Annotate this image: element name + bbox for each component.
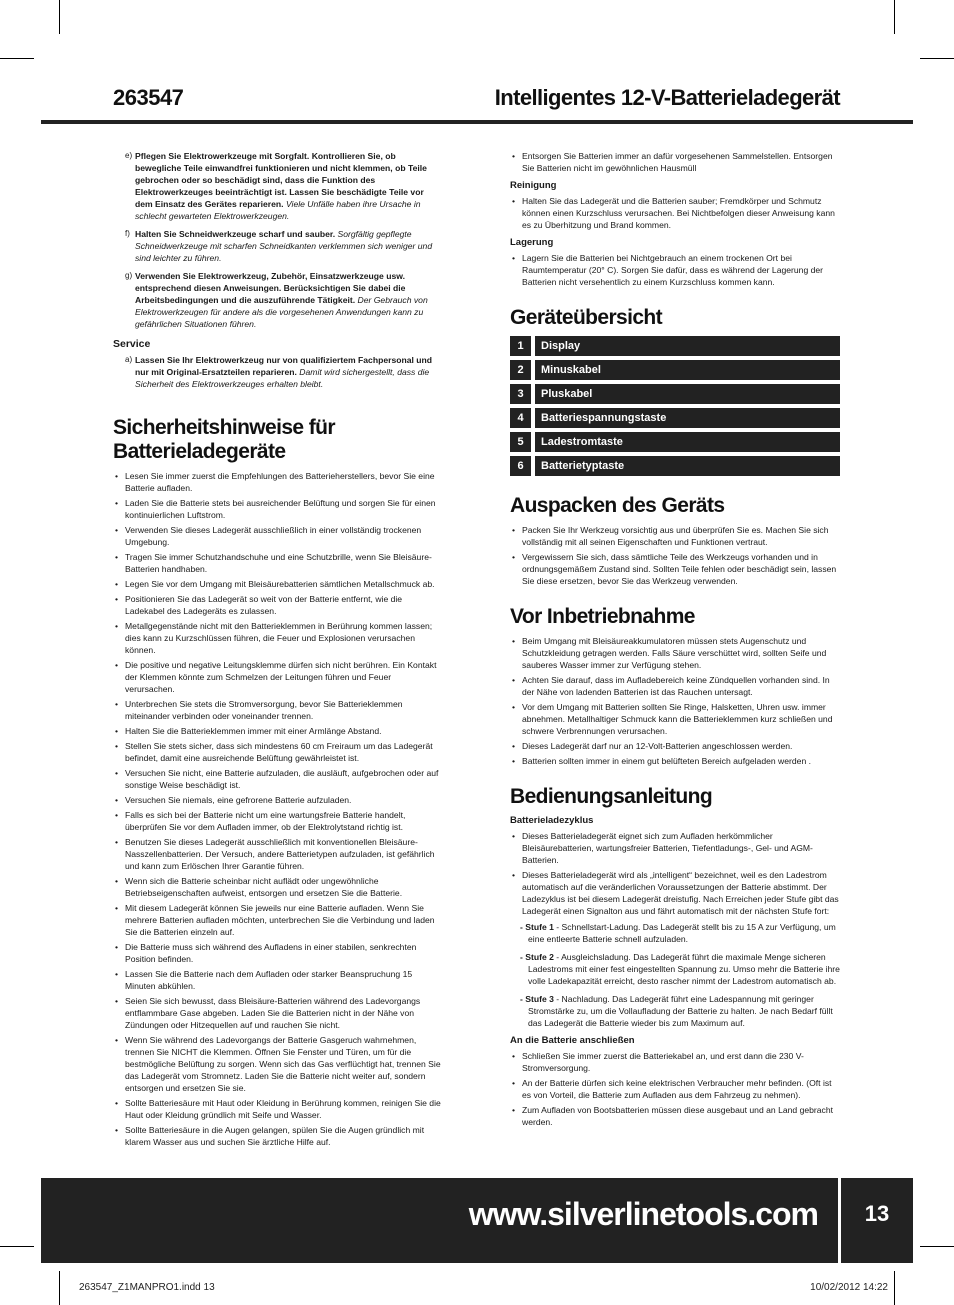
list-item: • An der Batterie dürfen sich keine elektrischen Verbraucher mehr befinden. (Oft ist es von Vorteil, die Batterie zum Aufladen aus dem Fahrzeug zu nehmen). bbox=[510, 1077, 842, 1101]
overview-number: 5 bbox=[510, 432, 531, 452]
crop-mark bbox=[920, 1246, 954, 1247]
list-item: • Halten Sie die Batterieklemmen immer mit einer Armlänge Abstand. bbox=[113, 725, 443, 737]
page-title: Intelligentes 12-V-Batterieladegerät bbox=[494, 85, 840, 110]
general-safety-items bbox=[113, 150, 443, 330]
safety-bullet-list bbox=[113, 470, 443, 1148]
step-text: - Ausgleichsladung. Das Ladegerät führt die maximale Menge sicheren Ladestroms mit einer fest eingestellten Spannung zu. Umso mehr die Batterie ihre volle Ladekapazität erreicht, desto rascher nimmt der Ladestrom automatisch ab. bbox=[528, 952, 840, 986]
item-italic-text: Viele Unfälle haben ihre Ursache in schlecht gewarteten Elektrowerkzeugen. bbox=[135, 199, 421, 221]
overview-row bbox=[510, 408, 842, 428]
overview-number: 6 bbox=[510, 456, 531, 476]
list-item: • Wenn sich die Batterie scheinbar nicht auflädt oder ungewöhnliche Betriebseigenschaften aufweist, entsorgen und ersetzen Sie die Batterie. bbox=[113, 875, 443, 899]
overview-number: 1 bbox=[510, 336, 531, 356]
overview-number: 2 bbox=[510, 360, 531, 380]
overview-row bbox=[510, 336, 842, 356]
product-number: 263547 bbox=[113, 85, 184, 110]
crop-mark bbox=[894, 0, 895, 34]
list-item: • Seien Sie sich bewusst, dass Bleisäure-Batterien während des Ladevorgangs entflammbare Gase abgeben. Laden Sie die Batterien nicht in der Nähe von Zündungen oder Hitzequellen auf und rauchen Sie nicht. bbox=[113, 995, 443, 1031]
disposal-bullet-list bbox=[510, 150, 842, 174]
list-item: • Dieses Ladegerät darf nur an 12-Volt-Batterien angeschlossen werden. bbox=[510, 740, 842, 752]
before-use-heading: Vor Inbetriebnahme bbox=[510, 605, 695, 628]
list-item: • Beim Umgang mit Bleisäureakkumulatoren müssen stets Augenschutz und Schutzkleidung getragen werden. Falls Säure verschüttet wird, sollten Seife und sauberes Wasser immer zur Verfügung stehen. bbox=[510, 635, 842, 671]
operation-heading: Bedienungsanleitung bbox=[510, 785, 713, 808]
step-label: - Stufe 3 bbox=[520, 994, 554, 1004]
list-item: • Zum Aufladen von Bootsbatterien müssen diese ausgebaut und an Land gebracht werden. bbox=[510, 1104, 842, 1128]
service-item bbox=[113, 354, 443, 390]
charge-step bbox=[510, 993, 842, 1029]
list-item: • Entsorgen Sie Batterien immer an dafür vorgesehenen Sammelstellen. Entsorgen Sie Batterien nicht im gewöhnlichen Hausmüll bbox=[510, 150, 842, 174]
file-info: 263547_Z1MANPRO1.indd 13 bbox=[79, 1282, 215, 1293]
list-item: • Metallgegenstände nicht mit den Batterieklemmen in Berührung kommen lassen; dies kann zu Kurzschlüssen führen, die Feuer und Explosionen verursachen können. bbox=[113, 620, 443, 656]
connect-bullet-list bbox=[510, 1050, 842, 1128]
overview-table bbox=[510, 336, 842, 476]
overview-label: Ladestromtaste bbox=[535, 432, 840, 452]
overview-label: Minuskabel bbox=[535, 360, 840, 380]
item-bold-text: Halten Sie Schneidwerkzeuge scharf und sauber. bbox=[135, 229, 336, 239]
step-label: - Stufe 1 bbox=[520, 922, 554, 932]
item-letter: a) bbox=[125, 355, 133, 364]
item-bold-text: Pflegen Sie Elektrowerkzeuge mit Sorgfalt. Kontrollieren Sie, ob bewegliche Teile einwandfrei funktionieren und nicht klemmen, ob Teile gebrochen oder so beschädigt sind, dass die Funktion des Elektrowerkzeuges beeinträchtigt ist. Lassen Sie beschädigte Teile vor dem Einsatz des Gerätes reparieren. bbox=[135, 151, 427, 209]
item-letter: f) bbox=[125, 229, 130, 238]
overview-row bbox=[510, 360, 842, 380]
list-item: • Batterien sollten immer in einem gut belüfteten Bereich aufgeladen werden . bbox=[510, 755, 842, 767]
list-item: • Die Batterie muss sich während des Aufladens in einer stabilen, senkrechten Position befinden. bbox=[113, 941, 443, 965]
cleaning-bullet-list bbox=[510, 195, 842, 231]
overview-label: Batteriespannungstaste bbox=[535, 408, 840, 428]
before-use-bullet-list bbox=[510, 635, 842, 767]
overview-number: 3 bbox=[510, 384, 531, 404]
website-url[interactable]: www.silverlinetools.com bbox=[468, 1196, 818, 1232]
list-item: • Vergewissern Sie sich, dass sämtliche Teile des Werkzeugs vorhanden und in ordnungsgemäßem Zustand sind. Sollten Teile fehlen oder beschädigt sein, lassen Sie diese ersetzen, bevor Sie das Werkzeug verwenden. bbox=[510, 551, 842, 587]
crop-mark bbox=[920, 58, 954, 59]
item-bold-text: Lassen Sie Ihr Elektrowerkzeug nur von qualifiziertem Fachpersonal und nur mit Original-Ersatzteilen reparieren. bbox=[135, 355, 433, 377]
safety-item bbox=[113, 228, 443, 264]
overview-number: 4 bbox=[510, 408, 531, 428]
footer-bar bbox=[41, 1178, 838, 1263]
item-letter: g) bbox=[125, 271, 133, 280]
list-item: • Mit diesem Ladegerät können Sie jeweils nur eine Batterie aufladen. Wenn Sie mehrere Batterien aufladen möchten, unterbrechen Sie die Verbindung und laden Sie die Batterien einzeln auf. bbox=[113, 902, 443, 938]
safety-item bbox=[113, 270, 443, 330]
list-item: • Vor dem Umgang mit Batterien sollten Sie Ringe, Halsketten, Uhren usw. immer abnehmen. Metallhaltiger Schmuck kann die Batterieklemmen kurz schließen und schwere Verbrennungen verursachen. bbox=[510, 701, 842, 737]
safety-heading: Sicherheitshinweise für Batterieladegeräte bbox=[113, 416, 335, 463]
item-letter: e) bbox=[125, 151, 133, 160]
overview-label: Display bbox=[535, 336, 840, 356]
list-item: • Lagern Sie die Batterien bei Nichtgebrauch an einem trockenen Ort bei Raumtemperatur (20° C). Sorgen Sie dafür, dass es während der Lagerung der Batterien nicht versehentlich zu einem Kurzschluss kommen kann. bbox=[510, 252, 842, 288]
crop-mark bbox=[0, 1246, 34, 1247]
step-text: - Schnellstart-Ladung. Das Ladegerät stellt bis zu 15 A zur Verfügung, um eine entleerte Batterie schnell aufzuladen. bbox=[528, 922, 836, 944]
safety-item bbox=[113, 150, 443, 222]
list-item: • Tragen Sie immer Schutzhandschuhe und eine Schutzbrille, wenn Sie Bleisäure-Batterien handhaben. bbox=[113, 551, 443, 575]
left-column bbox=[113, 150, 443, 1151]
crop-mark bbox=[59, 1271, 60, 1305]
list-item: • Halten Sie das Ladegerät und die Batterien sauber; Fremdkörper und Schmutz können einen Kurzschluss verursachen. Bei Nichtbefolgen dieser Anweisung kann es zu Überhitzung und Brand kommen. bbox=[510, 195, 842, 231]
item-bold-text: Verwenden Sie Elektrowerkzeug, Zubehör, Einsatzwerkzeuge usw. entsprechend diesen Anweisungen. Berücksichtigen Sie dabei die Arbeitsbedingungen und die auszuführende Tätigkeit. bbox=[135, 271, 406, 305]
list-item: • Positionieren Sie das Ladegerät so weit von der Batterie entfernt, wie die Ladekabel des Ladegeräts es zulassen. bbox=[113, 593, 443, 617]
list-item: • Packen Sie Ihr Werkzeug vorsichtig aus und überprüfen Sie es. Machen Sie sich vollständig mit all seinen Eigenschaften und Funktionen vertraut. bbox=[510, 524, 842, 548]
list-item: • Lesen Sie immer zuerst die Empfehlungen des Batterieherstellers, bevor Sie eine Batterie aufladen. bbox=[113, 470, 443, 494]
crop-mark bbox=[894, 1271, 895, 1305]
unpack-bullet-list bbox=[510, 524, 842, 587]
cycle-heading: Batterieladezyklus bbox=[510, 815, 594, 826]
step-label: - Stufe 2 bbox=[520, 952, 554, 962]
list-item: • Sollte Batteriesäure mit Haut oder Kleidung in Berührung kommen, reinigen Sie die Haut oder Kleidung gründlich mit Seife und Wasser. bbox=[113, 1097, 443, 1121]
list-item: • Schließen Sie immer zuerst die Batteriekabel an, und erst dann die 230 V-Stromversorgung. bbox=[510, 1050, 842, 1074]
list-item: • Dieses Batterieladegerät eignet sich zum Aufladen herkömmlicher Bleisäurebatterien, wartungsfreier Batterien, Tiefentladungs-, Gel- und AGM-Batterien. bbox=[510, 830, 842, 866]
list-item: • Laden Sie die Batterie stets bei ausreichender Belüftung und sorgen Sie für einen kontinuierlichen Luftstrom. bbox=[113, 497, 443, 521]
crop-mark bbox=[59, 0, 60, 34]
service-heading: Service bbox=[113, 338, 151, 350]
list-item: • Legen Sie vor dem Umgang mit Bleisäurebatterien sämtlichen Metallschmuck ab. bbox=[113, 578, 443, 590]
crop-mark bbox=[0, 58, 34, 59]
connect-heading: An die Batterie anschließen bbox=[510, 1035, 635, 1046]
list-item: • Die positive und negative Leitungsklemme dürfen sich nicht berühren. Ein Kontakt der Klemmen könnte zum Schmelzen der Leitungen führen und Feuer verursachen. bbox=[113, 659, 443, 695]
overview-row bbox=[510, 432, 842, 452]
list-item: • Achten Sie darauf, dass im Aufladebereich keine Zündquellen vorhanden sind. In der Nähe von ladenden Batterien ist das Rauchen untersagt. bbox=[510, 674, 842, 698]
item-italic-text: Sorgfältig gepflegte Schneidwerkzeuge mit scharfen Schneidkanten verklemmen sich weniger und sind leichter zu führen. bbox=[135, 229, 433, 263]
unpack-heading: Auspacken des Geräts bbox=[510, 494, 725, 517]
cycle-bullet-list bbox=[510, 830, 842, 917]
storage-bullet-list bbox=[510, 252, 842, 288]
overview-label: Pluskabel bbox=[535, 384, 840, 404]
header-rule bbox=[41, 120, 913, 124]
item-italic-text: Damit wird sichergestellt, dass die Sicherheit des Elektrowerkzeuges erhalten bleibt. bbox=[135, 367, 430, 389]
step-text: - Nachladung. Das Ladegerät führt eine Ladespannung mit geringer Stromstärke zu, um die Vollaufladung der Batterie zu halten. Je nach Bedarf füllt das Ladegerät die Batterie wieder bis zum Maximum auf. bbox=[528, 994, 833, 1028]
list-item: • Falls es sich bei der Batterie nicht um eine wartungsfreie Batterie handelt, überprüfen Sie vor dem Aufladen immer, ob der Elektrolytstand richtig ist. bbox=[113, 809, 443, 833]
list-item: • Stellen Sie stets sicher, dass sich mindestens 60 cm Freiraum um das Ladegerät befindet, damit eine ausreichende Belüftung gewährleistet ist. bbox=[113, 740, 443, 764]
list-item: • Verwenden Sie dieses Ladegerät ausschließlich in einer vollständig trockenen Umgebung. bbox=[113, 524, 443, 548]
list-item: • Unterbrechen Sie stets die Stromversorgung, bevor Sie Batterieklemmen miteinander verbinden oder voneinander trennen. bbox=[113, 698, 443, 722]
storage-heading: Lagerung bbox=[510, 237, 554, 248]
list-item: • Versuchen Sie niemals, eine gefrorene Batterie aufzuladen. bbox=[113, 794, 443, 806]
list-item: • Versuchen Sie nicht, eine Batterie aufzuladen, die ausläuft, aufgebrochen oder auf sonstige Weise beschädigt ist. bbox=[113, 767, 443, 791]
overview-heading: Geräteübersicht bbox=[510, 306, 663, 329]
list-item: • Dieses Batterieladegerät wird als „intelligent“ bezeichnet, weil es den Ladestrom automatisch auf die veränderlichen Voraussetzungen der Batterie abstimmt. Der Ladezyklus ist bei diesem Ladegerät dreistufig. Nach Erreichen jeder Stufe gibt das Ladegerät einen Signalton aus und fährt automatisch mit der nächsten Stufe fort: bbox=[510, 869, 842, 917]
overview-row bbox=[510, 384, 842, 404]
overview-label: Batterietyptaste bbox=[535, 456, 840, 476]
charge-steps bbox=[510, 921, 842, 1029]
charge-step bbox=[510, 951, 842, 987]
cleaning-heading: Reinigung bbox=[510, 180, 557, 191]
right-column bbox=[510, 150, 842, 1131]
overview-row bbox=[510, 456, 842, 476]
item-italic-text: Der Gebrauch von Elektrowerkzeugen für andere als die vorgesehenen Anwendungen kann zu gefährlichen Situationen führen. bbox=[135, 295, 428, 329]
list-item: • Sollte Batteriesäure in die Augen gelangen, spülen Sie die Augen gründlich mit klarem Wasser aus und suchen Sie ärztliche Hilfe auf. bbox=[113, 1124, 443, 1148]
print-date: 10/02/2012 14:22 bbox=[810, 1282, 888, 1293]
list-item: • Benutzen Sie dieses Ladegerät ausschließlich mit konventionellen Bleisäure-Nasszellenbatterien. Der Versuch, andere Batterietypen aufzuladen, ist gefährlich und kann zum Erlöschen Ihrer Garantie führen. bbox=[113, 836, 443, 872]
page-number: 13 bbox=[841, 1178, 913, 1263]
list-item: • Lassen Sie die Batterie nach dem Aufladen oder starker Beanspruchung 15 Minuten abkühlen. bbox=[113, 968, 443, 992]
charge-step bbox=[510, 921, 842, 945]
list-item: • Wenn Sie während des Ladevorgangs der Batterie Gasgeruch wahrnehmen, trennen Sie NICHT die Klemmen. Öffnen Sie Fenster und Türen, um für die bestmögliche Belüftung zu sorgen. Wenn sich das Gas verflüchtigt hat, trennen Sie das Ladegerät vom Stromnetz. Laden Sie die Batterie nicht weiter auf, sondern entsorgen und ersetzen Sie sie. bbox=[113, 1034, 443, 1094]
